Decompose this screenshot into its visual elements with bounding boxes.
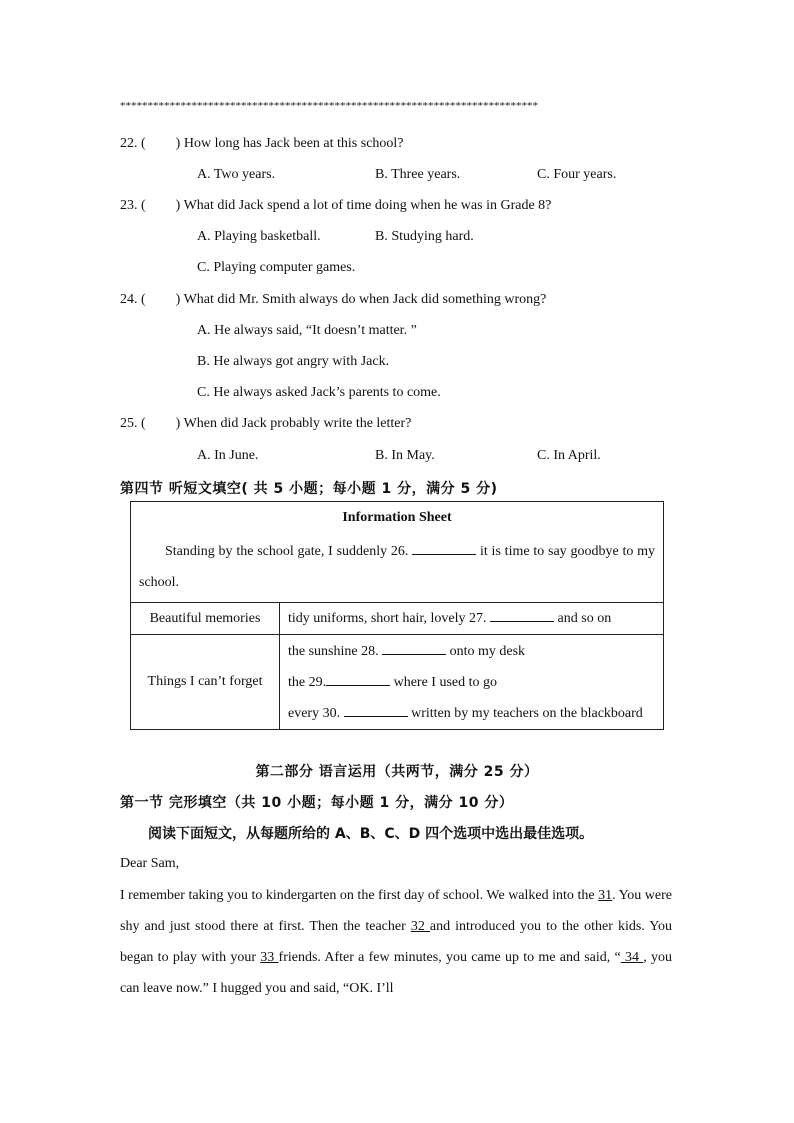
letter-text: . You were shy and just stood there at first. Then the teacher <box>120 888 673 934</box>
question-text: When did Jack probably write the letter? <box>183 416 412 431</box>
memories-text-end: and so on <box>557 611 612 626</box>
sheet-header-cell <box>131 502 664 603</box>
option-23-a: A. Playing basketball. <box>197 229 321 244</box>
letter-text: and introduced you to the other kids. You began to play with your <box>120 919 673 965</box>
option-22-a: A. Two years. <box>197 167 276 182</box>
intro-text: Standing by the school gate, I suddenly 26. <box>165 544 409 559</box>
blank-31[interactable]: 31 <box>598 888 613 903</box>
blank-33[interactable]: 33 <box>260 950 279 965</box>
row-forget-content <box>280 635 664 730</box>
forget-text-end: where I used to go <box>393 675 498 690</box>
forget-line-3 <box>288 698 655 729</box>
question-paren: ) <box>175 292 181 307</box>
option-25-b: B. In May. <box>375 448 435 463</box>
option-25-c: C. In April. <box>537 448 601 463</box>
question-text: How long has Jack been at this school? <box>183 136 404 151</box>
option-22-b: B. Three years. <box>375 167 461 182</box>
question-number: 24. ( <box>120 292 146 307</box>
forget-text-end: written by my teachers on the blackboard <box>411 706 643 721</box>
option-23-b: B. Studying hard. <box>375 229 474 244</box>
information-sheet-table <box>130 501 664 730</box>
question-25 <box>120 416 411 432</box>
letter-body <box>120 880 672 1004</box>
instruction-text: 阅读下面短文，从每题所给的 A、B、C、D 四个选项中选出最佳选项。 <box>148 826 594 842</box>
option-24-b: B. He always got angry with Jack. <box>197 354 390 369</box>
forget-line-1 <box>288 636 655 667</box>
forget-text: every 30. <box>288 706 341 721</box>
question-24 <box>120 292 546 308</box>
part2-title: 第二部分 语言运用（共两节，满分 25 分） <box>255 764 539 780</box>
blank-29[interactable] <box>326 671 390 686</box>
question-number: 25. ( <box>120 416 146 431</box>
row-label-memories: Beautiful memories <box>131 603 280 635</box>
option-24-c: C. He always asked Jack’s parents to come. <box>197 385 441 400</box>
question-23 <box>120 198 551 214</box>
forget-text: the 29. <box>288 675 327 690</box>
forget-line-2 <box>288 667 655 698</box>
question-paren: ) <box>175 136 181 151</box>
blank-30[interactable] <box>344 702 408 717</box>
question-paren: ) <box>175 416 181 431</box>
option-22-c: C. Four years. <box>537 167 617 182</box>
blank-32[interactable]: 32 <box>410 919 430 934</box>
intro-text-end: it is time to say goodbye to my school. <box>139 544 656 590</box>
sheet-title: Information Sheet <box>342 510 452 525</box>
question-22 <box>120 136 404 152</box>
blank-26[interactable] <box>412 540 476 555</box>
letter-text: friends. After a few minutes, you came up to me and said, “ <box>278 950 621 965</box>
section1-title: 第一节 完形填空（共 10 小题；每小题 1 分，满分 10 分） <box>120 795 514 811</box>
blank-34[interactable]: 34 <box>620 950 644 965</box>
letter-text: I remember taking you to kindergarten on the first day of school. We walked into the <box>120 888 595 903</box>
forget-text-end: onto my desk <box>449 644 526 659</box>
option-24-a: A. He always said, “It doesn’t matter. ” <box>197 323 417 338</box>
row-label-forget: Things I can’t forget <box>131 635 280 730</box>
option-23-c: C. Playing computer games. <box>197 260 356 275</box>
memories-text: tidy uniforms, short hair, lovely 27. <box>288 611 487 626</box>
blank-28[interactable] <box>382 640 446 655</box>
letter-salutation: Dear Sam, <box>120 856 180 871</box>
question-text: What did Mr. Smith always do when Jack did something wrong? <box>183 292 547 307</box>
separator-line: **************************************************************************** <box>120 100 538 112</box>
question-paren: ) <box>175 198 181 213</box>
forget-text: the sunshine 28. <box>288 644 379 659</box>
question-number: 23. ( <box>120 198 146 213</box>
section4-title: 第四节 听短文填空( 共 5 小题；每小题 1 分，满分 5 分) <box>120 481 498 497</box>
question-text: What did Jack spend a lot of time doing when he was in Grade 8? <box>183 198 552 213</box>
blank-27[interactable] <box>490 607 554 622</box>
row-memories-content <box>280 603 664 635</box>
letter-text: , you can leave now.” I hugged you and said, “OK. I’ll <box>120 950 673 996</box>
sheet-intro <box>131 530 663 602</box>
question-number: 22. ( <box>120 136 146 151</box>
option-25-a: A. In June. <box>197 448 259 463</box>
